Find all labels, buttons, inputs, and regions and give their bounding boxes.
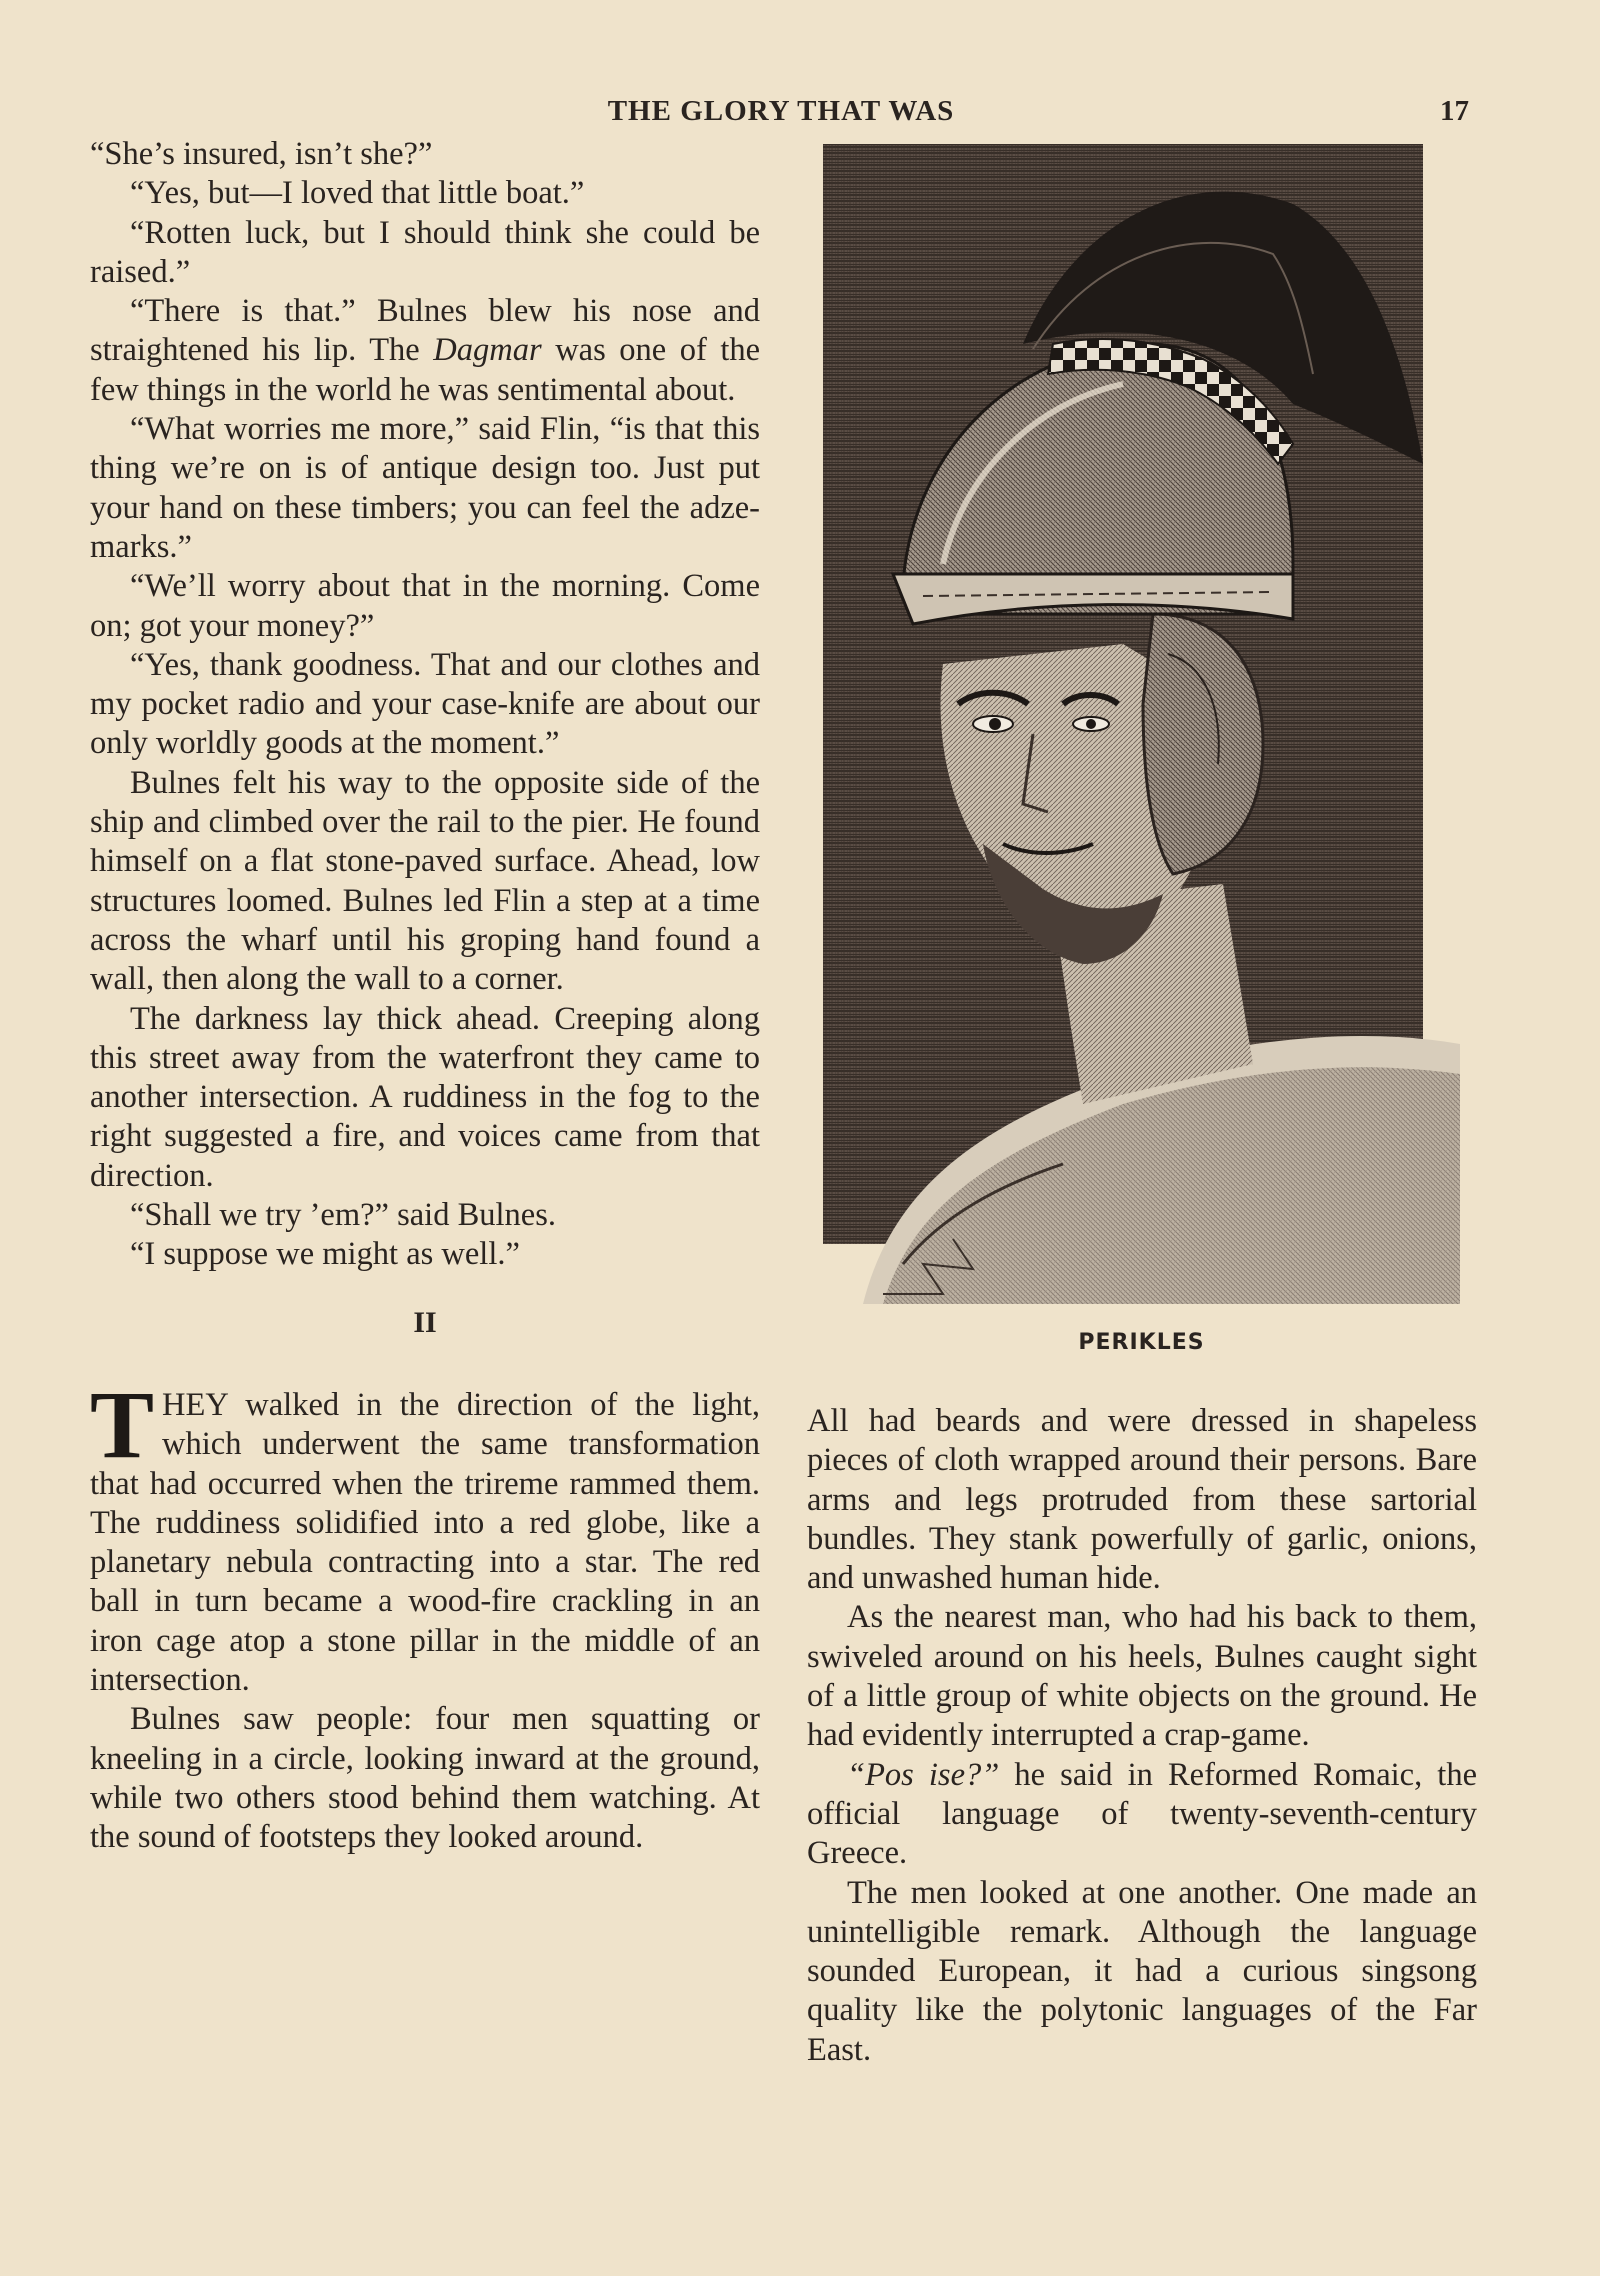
drop-cap: T — [90, 1370, 155, 1478]
paragraph: “Rotten luck, but I should think she could be raised.” — [90, 214, 760, 290]
ship-name-italic: Dagmar — [433, 332, 542, 369]
paragraph: All had beards and were dressed in shapeless pieces of cloth wrapped around their persons. Bare arms and legs protruded from these sartorial bundles. They stank powerfully of garlic, onions, and unwashed human hide. — [807, 1403, 1477, 1597]
paragraph: “She’s insured, isn’t she?” — [90, 136, 433, 172]
paragraph: “We’ll worry about that in the morning. Come on; got your money?” — [90, 568, 760, 644]
paragraph: Bulnes felt his way to the opposite side of the ship and climbed over the rail to the pier. He found himself on a flat stone-paved surface. Ahead, low structures loomed. Bulnes led Flin a step at a time across the wharf until his groping hand found a wall, then along the wall to a corner. — [90, 764, 760, 998]
paragraph-part: was one of the few things in the world he was sentimental about. — [90, 332, 761, 408]
paragraph: The darkness lay thick ahead. Creeping along this street away from the waterfront they came to another intersection. A ruddiness in the fog to the right suggested a fire, and voices came from that direction. — [90, 1000, 760, 1194]
paragraph: The men looked at one another. One made an unintelligible remark. Although the language sounded European, it had a curious singsong quality like the polytonic languages of the Far East. — [807, 1874, 1477, 2068]
page-number: 17 — [1440, 95, 1469, 127]
paragraph: Bulnes saw people: four men squatting or kneeling in a circle, looking inward at the ground, while two others stood behind them watching. At the sound of footsteps they looked around. — [90, 1701, 760, 1856]
paragraph-part: he said in Reformed Romaic, the official language of twenty-seventh-century Greece. — [807, 1756, 1477, 1872]
section-opening-paragraph — [90, 1370, 760, 1700]
paragraph-part: HEY walked in the direction of the light, which underwent the same transformation that had occurred when the trireme rammed them. The ruddiness solidified into a red globe, like a planetary nebula contracting into a star. The red ball in turn became a wood-fire crackling in an iron cage atop a stone pillar in the middle of an intersection. — [90, 1386, 760, 1698]
paragraph: “Yes, thank goodness. That and our clothes and my pocket radio and your case-knife are about our only worldly goods at the moment.” — [90, 646, 760, 762]
paragraph: “What worries me more,” said Flin, “is that this thing we’re on is of antique design too. Just put your hand on these timbers; you can feel the adze-marks.” — [90, 411, 760, 565]
paragraph — [90, 292, 760, 410]
perikles-helmet-portrait-icon — [823, 144, 1460, 1304]
running-header-title: THE GLORY THAT WAS — [607, 95, 955, 127]
paragraph: “Yes, but—I loved that little boat.” — [130, 175, 585, 212]
paragraph: “I suppose we might as well.” — [130, 1236, 520, 1273]
paragraph: “Shall we try ’em?” said Bulnes. — [130, 1197, 556, 1234]
paragraph-part: “There is that.” Bulnes blew his nose and straightened his lip. The — [90, 293, 760, 369]
right-text-column — [807, 1402, 1477, 2070]
left-text-column — [90, 135, 760, 1857]
illustration-caption: PERIKLES — [1078, 1330, 1205, 1355]
paragraph — [807, 1756, 1477, 1874]
greek-phrase-italic: “Pos ise?” — [847, 1756, 1000, 1793]
section-number: II — [413, 1305, 437, 1339]
paragraph: As the nearest man, who had his back to them, swiveled around on his heels, Bulnes caught sight of a little group of white objects on the ground. He had evidently interrupted a crap-game. — [807, 1599, 1477, 1754]
